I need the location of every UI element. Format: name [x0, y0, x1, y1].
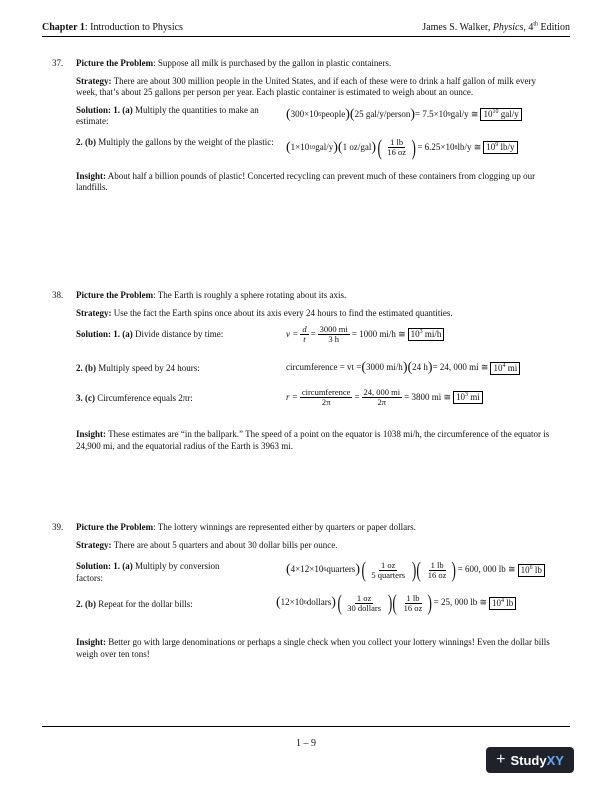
equation: v = $\frac{d}{t}$ = $\frac{3000 mi}{3 h}$ = 1000 mi/h ≅ $10^3$ mi/h — [286, 325, 444, 344]
studyxy-logo: + StudyXY — [486, 747, 574, 773]
answer-box: $10^3$ mi — [453, 391, 483, 404]
picture-the-problem: Picture the Problem: The Earth is roughly a sphere rotating about its axis. — [76, 290, 347, 300]
strategy: Strategy: There are about 300 million people in the United States, and if each of these were to drink a half gallon of milk every week, that’s about 25 gallons per person per year. Each plastic container is estimated to weigh about an ounce. — [76, 75, 536, 97]
problem-number: 38. — [52, 290, 64, 300]
problem-37 — [52, 58, 552, 200]
plus-icon: + — [496, 751, 506, 768]
solution-step-3: 3. (c) Circumference equals 2πr: r = $\frac{\text{circumference}}{2\pi}$ = $\frac{24, 000 mi}{2\pi}$ = 3800 mi ≅ $10^3$ mi — [76, 393, 552, 425]
answer-box: $10^9$ lb/y — [483, 141, 517, 154]
insight: Insight: Better go with large denominations or perhaps a single check when you collect your lottery winnings! Even the dollar bills weigh over ten tons! — [76, 637, 550, 659]
equation: ( 12×10 6 dollars ) ( $\frac{1 oz}{\text{30 dollars}}$ )( $\frac{1 lb}{16 oz}$ ) = 25, 000 lb ≅ $10^4$ lb — [276, 592, 516, 614]
book-citation: James S. Walker, Physics, 4th Edition — [422, 21, 570, 33]
problem-number: 37. — [52, 58, 64, 68]
solution-step-2: 2. (b) Multiply the gallons by the weight of the plastic: ( 1×10 10 gal/y )( 1 oz/gal ) ( $\frac{1 lb}{16 oz}$ ) = 6.25×10 8 lb/y ≅ $10^9$ lb/y — [76, 137, 552, 167]
answer-box: $10^{10}$ gal/y — [480, 108, 521, 121]
equation: ( 4×12×10 6 quarters ) ( $\frac{1 oz}{\text{5 quarters}}$ )( $\frac{1 lb}{16 oz}$ ) = 600, 000 lb ≅ $10^6$ lb — [286, 559, 545, 581]
solution-step-2: 2. (b) Multiply speed by 24 hours: circumference = vt = ( 3000 mi/h )( 24 h ) = 24, 000 mi ≅ $10^4$ mi — [76, 363, 552, 389]
problem-38 — [52, 290, 552, 458]
chapter-title: Chapter 1: Introduction to Physics — [42, 22, 183, 33]
picture-the-problem: Picture the Problem: Suppose all milk is purchased by the gallon in plastic containers. — [76, 58, 392, 68]
equation: ( 300×10 6 people )( 25 gal/y/person ) = 7.5×10 9 gal/y ≅ $10^{10}$ gal/y — [286, 108, 522, 122]
answer-box: $10^3$ mi/h — [408, 328, 445, 341]
equation: circumference = vt = ( 3000 mi/h )( 24 h ) = 24, 000 mi ≅ $10^4$ mi — [286, 361, 520, 375]
footer-rule — [42, 726, 570, 727]
strategy: Strategy: There are about 5 quarters and about 30 dollar bills per ounce. — [76, 539, 338, 550]
solution-step-1: Solution: 1. (a) Multiply by conversion factors: ( 4×12×10 6 quarters ) ( $\frac{1 oz}{\text{5 quarters}}$ )( $\frac{1 lb}{16 oz}$ ) = 600, 000 lb ≅ $10^6$ lb — [76, 561, 552, 595]
answer-box: $10^4$ mi — [490, 362, 520, 375]
answer-box: $10^4$ lb — [489, 597, 516, 610]
strategy: Strategy: Use the fact the Earth spins once about its axis every 24 hours to find the estimated quantities. — [76, 307, 453, 318]
header-rule — [42, 36, 570, 37]
problem-number: 39. — [52, 522, 64, 532]
page-number: 1 – 9 — [296, 738, 316, 749]
equation: ( 1×10 10 gal/y )( 1 oz/gal ) ( $\frac{1 lb}{16 oz}$ ) = 6.25×10 8 lb/y ≅ $10^9$ lb/y — [286, 137, 518, 159]
insight: Insight: These estimates are “in the ballpark.” The speed of a point on the equator is 1038 mi/h, the circumference of the equator is 24,900 mi, and the equatorial radius of the Earth is 3963 mi. — [76, 429, 550, 451]
answer-box: $10^6$ lb — [518, 564, 545, 577]
solution-step-1: Solution: 1. (a) Multiply the quantities to make an estimate: ( 300×10 6 people )( 25 gal/y/person ) = 7.5×10 9 gal/y ≅ $10^{10}$ gal/y — [76, 105, 552, 133]
picture-the-problem: Picture the Problem: The lottery winnings are represented either by quarters or paper dollars. — [76, 522, 416, 532]
solution-step-2: 2. (b) Repeat for the dollar bills: ( 12×10 6 dollars ) ( $\frac{1 oz}{\text{30 dollars}}$ )( $\frac{1 lb}{16 oz}$ ) = 25, 000 lb ≅ $10^4$ lb — [76, 599, 552, 633]
equation: r = $\frac{\text{circumference}}{2\pi}$ = $\frac{24, 000 mi}{2\pi}$ = 3800 mi ≅ $10^3$ mi — [286, 388, 483, 407]
insight: Insight: About half a billion pounds of plastic! Concerted recycling can prevent much of these containers from clogging up our landfills. — [76, 170, 536, 192]
solution-step-1: Solution: 1. (a) Divide distance by time: v = $\frac{d}{t}$ = $\frac{3000 mi}{3 h}$ = 1000 mi/h ≅ $10^3$ mi/h — [76, 329, 552, 359]
problem-39 — [52, 522, 552, 666]
